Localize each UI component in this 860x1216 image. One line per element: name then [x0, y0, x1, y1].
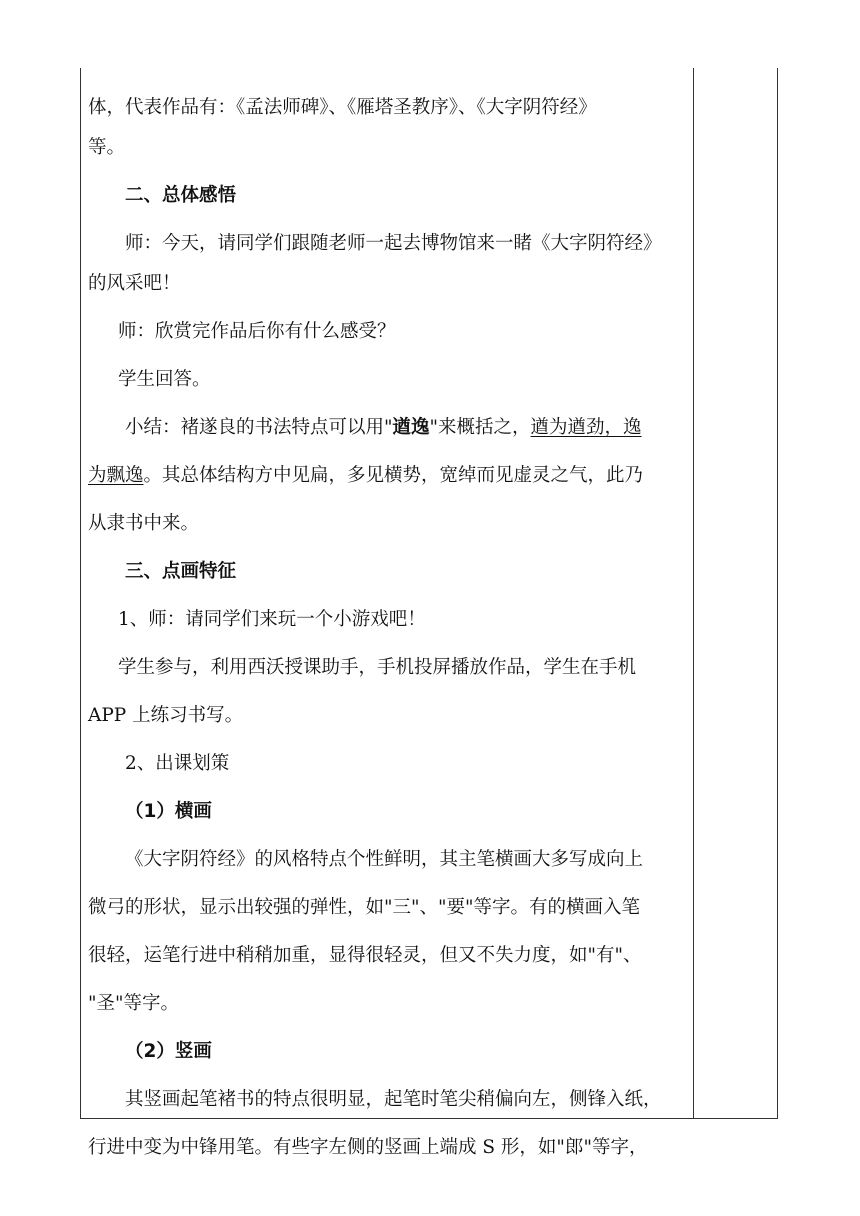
text-line: 学生回答。: [118, 369, 211, 390]
text-line: 《大字阴符经》的风格特点个性鲜明，其主笔横画大多写成向上: [125, 849, 644, 870]
text-line: "圣"等字。: [88, 993, 180, 1014]
section-heading: 二、总体感悟: [125, 185, 237, 206]
text-line: 为飘逸 。其总体结构方中见扁，多见横势，宽绰而见虚灵之气，此乃: [88, 456, 688, 496]
text-line: 体，代表作品有：《孟法师碑》、《雁塔圣教序》、《大字阴符经》: [88, 97, 597, 118]
underlined-definition: 遒为遒劲，逸: [530, 417, 642, 438]
section-heading: 三、点画特征: [125, 561, 237, 582]
summary-line: 小结：褚遂良的书法特点可以用" 遒逸 "来概括之， 遒为遒劲，逸: [88, 408, 688, 448]
sub-heading: （2）竖画: [125, 1041, 212, 1062]
text-line: 师：欣赏完作品后你有什么感受？: [118, 321, 396, 342]
text-line: 1、师：请同学们来玩一个小游戏吧！: [118, 609, 426, 630]
text-line: 的风采吧！: [88, 273, 181, 294]
text-line: 很轻，运笔行进中稍稍加重，显得很轻灵，但又不失力度，如"有"、: [88, 945, 642, 966]
text-line: 从隶书中来。: [88, 513, 200, 534]
text-line: 学生参与，利用西沃授课助手，手机投屏播放作品，学生在手机: [118, 657, 637, 678]
text-line: 师：今天，请同学们跟随老师一起去博物馆来一睹《大字阴符经》: [125, 233, 662, 254]
underlined-definition: 为飘逸: [88, 465, 144, 486]
text-line: 等。: [88, 137, 126, 158]
text-line: 2、出课划策: [125, 753, 230, 774]
text-line: APP 上练习书写。: [88, 705, 244, 726]
text-line: 行进中变为中锋用笔。有些字左侧的竖画上端成 S 形，如"郎"等字，: [88, 1137, 648, 1158]
column-divider: [693, 68, 694, 1118]
keyword-qiuyi: 遒逸: [392, 417, 430, 438]
sub-heading: （1）横画: [125, 801, 212, 822]
lesson-content: [88, 88, 688, 1168]
lesson-plan-table: [80, 68, 778, 1158]
text-line: 其竖画起笔褚书的特点很明显，起笔时笔尖稍偏向左，侧锋入纸，: [125, 1089, 662, 1110]
text-line: 微弓的形状，显示出较强的弹性，如"三"、"要"等字。有的横画入笔: [88, 897, 641, 918]
